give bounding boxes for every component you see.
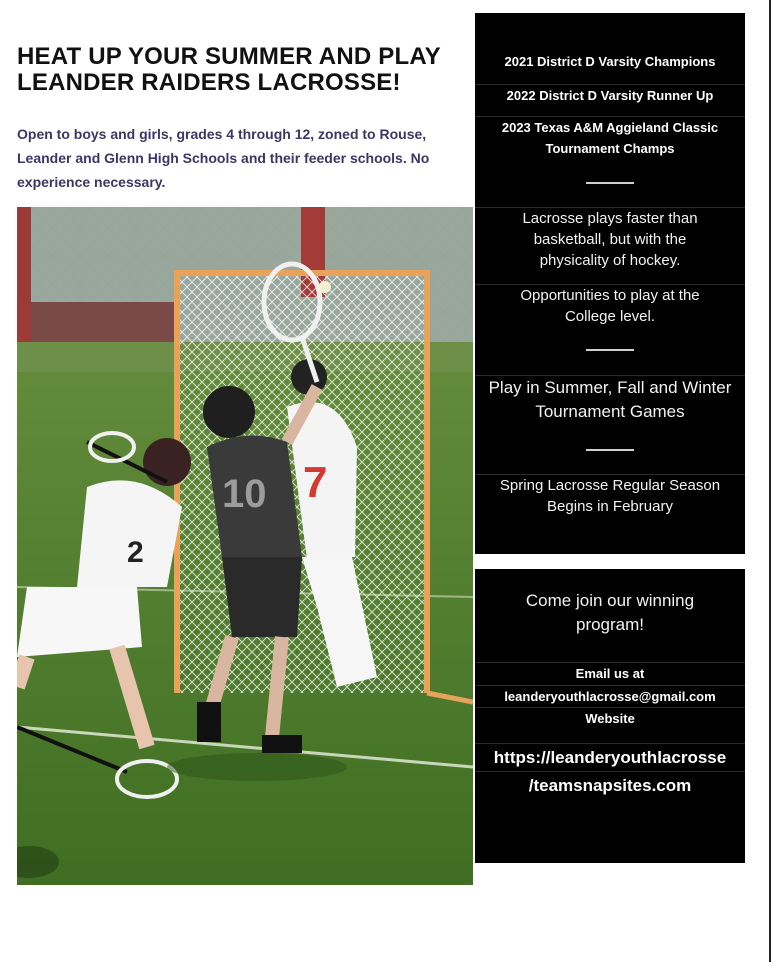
achievement-2021: 2021 District D Varsity Champions: [504, 54, 716, 69]
page-title: HEAT UP YOUR SUMMER AND PLAY LEANDER RAIDERS LACROSSE!: [17, 43, 441, 96]
fact-speed: Lacrosse plays faster than basketball, but with the physicality of hockey.: [475, 207, 745, 271]
website-link-line2[interactable]: /teamsnapsites.com: [475, 771, 745, 800]
contact-panel: [475, 569, 745, 863]
svg-text:7: 7: [303, 458, 328, 507]
email-label: Email us at: [475, 662, 745, 685]
intro-paragraph: Open to boys and girls, grades 4 through 12, zoned to Rouse, Leander and Glenn High Schools and their feeder schools. No experience necessary.: [17, 126, 430, 190]
divider: [586, 349, 634, 351]
achievement-2022: 2022 District D Varsity Runner Up: [475, 84, 745, 109]
website-label: Website: [475, 707, 745, 730]
divider: [586, 182, 634, 184]
info-panel: [475, 13, 745, 554]
seasons-text: Play in Summer, Fall and Winter Tournament Games: [475, 375, 745, 424]
website-link-line1[interactable]: https://leanderyouthlacrosse: [475, 743, 745, 772]
page-edge: [769, 0, 778, 962]
achievement-2023: 2023 Texas A&M Aggieland Classic Tournament Champs: [475, 116, 745, 161]
fact-college: Opportunities to play at the College level.: [475, 284, 745, 327]
lacrosse-game-photo: [17, 207, 473, 885]
svg-text:2: 2: [127, 536, 144, 569]
join-text: Come join our winning program!: [525, 591, 695, 634]
svg-text:10: 10: [222, 472, 267, 516]
spring-season-text: Spring Lacrosse Regular Season Begins in February: [475, 474, 745, 517]
email-link[interactable]: leanderyouthlacrosse@gmail.com: [475, 685, 745, 708]
divider: [586, 449, 634, 451]
